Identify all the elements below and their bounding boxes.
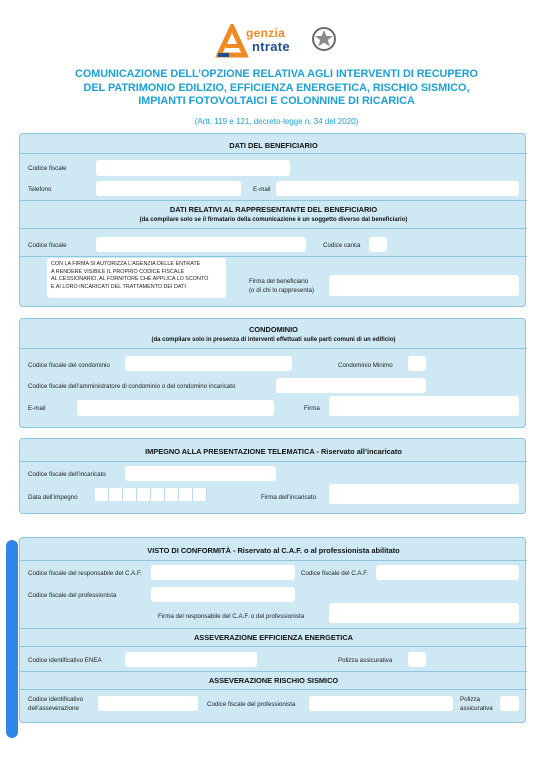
cf-caf-label: Codice fiscale del C.A.F. — [301, 570, 369, 577]
cf-caf-field[interactable] — [376, 565, 519, 580]
form-title — [30, 68, 523, 109]
codice-asseverazione-line: dell’asseverazione — [28, 705, 79, 712]
cf-responsabile-caf-label: Codice fiscale del responsabile del C.A.F. — [28, 570, 142, 577]
visto-heading: VISTO DI CONFORMITÀ - Riservato al C.A.F. o al professionista abilitato — [147, 546, 400, 555]
codice-carica-label: Codice carica — [323, 242, 361, 249]
form-header — [0, 0, 553, 130]
divider — [20, 228, 527, 229]
codice-asseverazione-label — [28, 695, 83, 713]
condominio-panel — [19, 318, 526, 428]
polizza-label: Polizza assicurativa — [338, 657, 393, 664]
firma-beneficiario-field[interactable] — [329, 275, 519, 296]
privacy-authorization-note — [47, 258, 226, 298]
polizza-sismico-field[interactable] — [500, 696, 519, 711]
note-line: E AI LORO INCARICATI DEL TRATTAMENTO DEI DATI — [51, 283, 186, 290]
form-title-line: DEL PATRIMONIO EDILIZIO, EFFICIENZA ENERGETICA, RISCHIO SISMICO, — [83, 81, 470, 94]
cf-condominio-field[interactable] — [125, 356, 292, 371]
firma-responsabile-label: Firma del responsabile del C.A.F. o del professionista — [158, 613, 305, 620]
form-subtitle: (Artt. 119 e 121, decreto-legge n. 34 del 2020) — [194, 117, 359, 126]
firma-beneficiario-label — [249, 277, 314, 295]
polizza-sismico-label — [460, 695, 493, 713]
cf-amministratore-label: Codice fiscale dell’amministratore di condominio o del condomino incaricato — [28, 383, 236, 390]
beneficiario-email-field[interactable] — [276, 181, 519, 196]
rappresentante-codice-fiscale-field[interactable] — [96, 237, 306, 252]
cf-professionista-field[interactable] — [151, 587, 295, 602]
codice-fiscale-label: Codice fiscale — [28, 165, 67, 172]
agenzia-entrate-logo — [215, 22, 340, 58]
email-label: E-mail — [253, 186, 271, 193]
firma-incaricato-label: Firma dell’incaricato — [261, 494, 317, 501]
codice-asseverazione-line: Codice identificativo — [28, 696, 84, 703]
condominio-email-field[interactable] — [77, 400, 274, 416]
note-line: CON LA FIRMA SI AUTORIZZA L’AGENZIA DELLE ENTRATE — [51, 261, 201, 267]
condominio-minimo-field[interactable] — [408, 356, 426, 371]
polizza-sismico-line: Polizza — [460, 696, 480, 703]
cf-professionista-sismico-label: Codice fiscale del professionista — [207, 701, 296, 708]
date-cell[interactable] — [151, 488, 165, 501]
data-impegno-label: Data dell’impegno — [28, 494, 78, 501]
codice-asseverazione-field[interactable] — [98, 696, 198, 711]
polizza-efficienza-field[interactable] — [408, 652, 426, 667]
telefono-label: Telefono — [28, 186, 52, 193]
visto-conformita-panel — [19, 537, 526, 723]
divider — [20, 628, 527, 629]
email-label: E-mail — [28, 405, 46, 412]
firma-beneficiario-line: Firma del beneficiario — [249, 278, 309, 285]
codice-enea-label: Codice identificativo ENEA — [28, 657, 102, 664]
codice-enea-field[interactable] — [125, 652, 257, 667]
cf-professionista-sismico-field[interactable] — [309, 696, 453, 711]
cf-responsabile-caf-field[interactable] — [151, 565, 295, 580]
codice-carica-field[interactable] — [369, 237, 387, 252]
cf-professionista-label: Codice fiscale del professionista — [28, 592, 117, 599]
divider — [20, 461, 527, 462]
impegno-heading: IMPEGNO ALLA PRESENTAZIONE TELEMATICA - Riservato all’incaricato — [145, 447, 402, 456]
cf-condominio-label: Codice fiscale del condominio — [28, 362, 110, 369]
divider — [20, 256, 527, 257]
form-title-line: COMUNICAZIONE DELL’OPZIONE RELATIVA AGLI INTERVENTI DI RECUPERO — [75, 68, 478, 80]
sismico-heading: ASSEVERAZIONE RISCHIO SISMICO — [208, 676, 339, 685]
cf-amministratore-field[interactable] — [276, 378, 426, 393]
divider — [20, 560, 527, 561]
beneficiario-codice-fiscale-field[interactable] — [96, 160, 290, 176]
divider — [20, 646, 527, 647]
firma-incaricato-field[interactable] — [329, 484, 519, 504]
date-cell[interactable] — [137, 488, 151, 501]
condominio-minimo-label: Condominio Minimo — [338, 362, 393, 369]
condominio-heading: CONDOMINIO — [249, 325, 298, 334]
firma-beneficiario-line: (o di chi lo rappresenta) — [249, 287, 315, 294]
condominio-subheading: (da compilare solo in presenza di interventi effettuati sulle parti comuni di un edificio) — [151, 337, 396, 343]
agenzia-a-icon — [215, 24, 249, 58]
cf-incaricato-field[interactable] — [125, 466, 276, 481]
polizza-sismico-line: assicurativa — [460, 705, 493, 712]
republic-emblem-icon — [310, 25, 338, 53]
divider — [20, 200, 527, 201]
date-cell[interactable] — [179, 488, 193, 501]
divider — [20, 689, 527, 690]
date-cell[interactable] — [109, 488, 123, 501]
data-impegno-field[interactable] — [95, 488, 207, 501]
condominio-firma-field[interactable] — [329, 396, 519, 416]
beneficiario-heading: DATI DEL BENEFICIARIO — [229, 141, 318, 150]
highlighter-annotation — [6, 540, 18, 738]
logo-text-agenzia: genzia — [246, 26, 286, 40]
cf-incaricato-label: Codice fiscale dell’incaricato — [28, 471, 106, 478]
form-title-line: IMPIANTI FOTOVOLTAICI E COLONNINE DI RICARICA — [138, 95, 415, 107]
impegno-panel — [19, 438, 526, 514]
telefono-field[interactable] — [96, 181, 241, 196]
rappresentante-subheading: (da compilare solo se il firmatario della comunicazione è un soggetto diverso dal beneficiario) — [139, 217, 408, 223]
date-cell[interactable] — [95, 488, 109, 501]
date-cell[interactable] — [165, 488, 179, 501]
date-cell[interactable] — [123, 488, 137, 501]
note-line: AL CESSIONARIO, AL FORNITORE CHE APPLICA LO SCONTO — [51, 276, 209, 283]
beneficiario-panel — [19, 133, 526, 307]
logo-text-entrate: ntrate — [252, 39, 290, 54]
divider — [20, 153, 527, 154]
note-line: A RENDERE VISIBILE IL PROPRIO CODICE FISCALE — [51, 268, 185, 275]
efficienza-heading: ASSEVERAZIONE EFFICIENZA ENERGETICA — [193, 633, 354, 642]
divider — [20, 348, 527, 349]
divider — [20, 671, 527, 672]
firma-responsabile-field[interactable] — [329, 603, 519, 623]
date-cell[interactable] — [193, 488, 207, 501]
codice-fiscale-label: Codice fiscale — [28, 242, 67, 249]
rappresentante-heading: DATI RELATIVI AL RAPPRESENTANTE DEL BENEFICIARIO — [169, 205, 378, 214]
firma-label: Firma — [304, 405, 320, 412]
